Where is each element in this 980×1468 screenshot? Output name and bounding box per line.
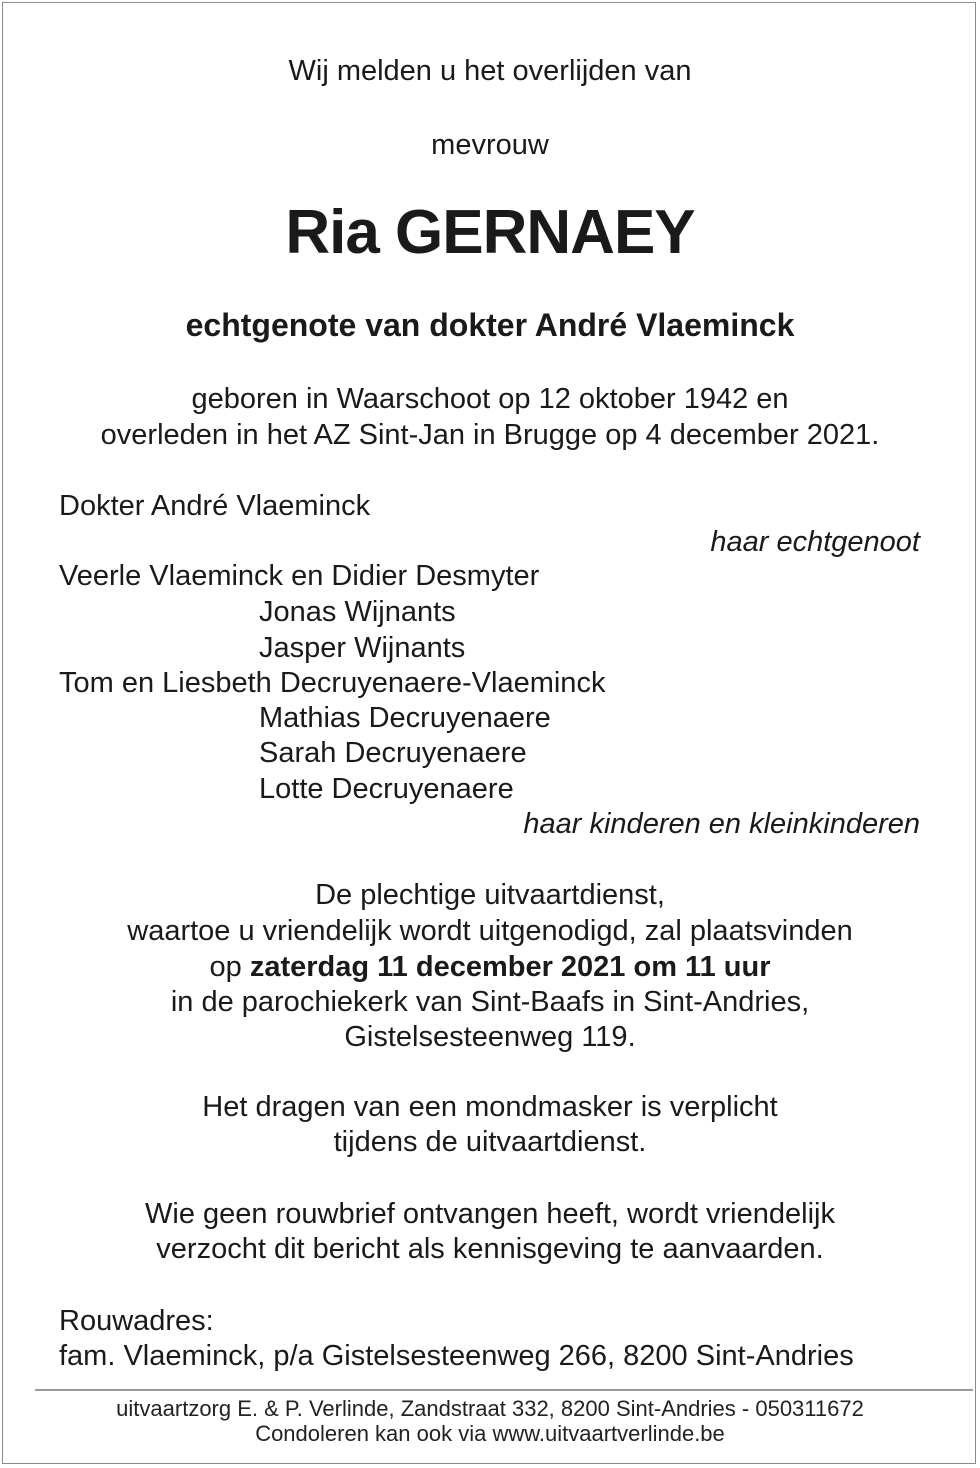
family-grandchild-4: Sarah Decruyenaere bbox=[259, 737, 527, 769]
intro-text: Wij melden u het overlijden van bbox=[288, 55, 692, 87]
footer-divider bbox=[35, 1389, 973, 1391]
acknowledgement-line-2: verzocht dit bericht als kennisgeving te aanvaarden. bbox=[156, 1233, 824, 1265]
mask-notice-line-2: tijdens de uitvaartdienst. bbox=[333, 1126, 647, 1158]
service-line-2: waartoe u vriendelijk wordt uitgenodigd, zal plaatsvinden bbox=[127, 915, 853, 947]
spouse-line: echtgenote van dokter André Vlaeminck bbox=[185, 307, 795, 343]
family-grandchild-2: Jasper Wijnants bbox=[259, 632, 466, 664]
title-prefix: mevrouw bbox=[431, 129, 549, 161]
address-value: fam. Vlaeminck, p/a Gistelsesteenweg 266, 8200 Sint-Andries bbox=[59, 1340, 854, 1372]
service-date-line bbox=[0, 949, 980, 985]
family-children-relation: haar kinderen en kleinkinderen bbox=[523, 808, 920, 840]
service-address: Gistelsesteenweg 119. bbox=[344, 1021, 636, 1053]
deceased-name: Ria GERNAEY bbox=[285, 198, 695, 267]
family-child-1: Veerle Vlaeminck en Didier Desmyter bbox=[59, 560, 540, 592]
family-grandchild-3: Mathias Decruyenaere bbox=[259, 702, 551, 734]
family-child-2: Tom en Liesbeth Decruyenaere-Vlaeminck bbox=[59, 667, 606, 699]
service-location: in de parochiekerk van Sint-Baafs in Sint-Andries, bbox=[170, 986, 810, 1018]
condolence-info: Condoleren kan ook via www.uitvaartverlinde.be bbox=[255, 1421, 725, 1446]
death-line: overleden in het AZ Sint-Jan in Brugge op 4 december 2021. bbox=[100, 419, 880, 451]
funeral-director-info: uitvaartzorg E. & P. Verlinde, Zandstraat 332, 8200 Sint-Andries - 050311672 bbox=[116, 1396, 864, 1421]
service-date-prefix: op bbox=[209, 951, 250, 983]
service-date: zaterdag 11 december 2021 om 11 uur bbox=[249, 951, 771, 983]
acknowledgement-line-1: Wie geen rouwbrief ontvangen heeft, wordt vriendelijk bbox=[145, 1198, 835, 1230]
service-line-1: De plechtige uitvaartdienst, bbox=[315, 879, 665, 911]
family-spouse-relation: haar echtgenoot bbox=[710, 526, 920, 558]
mask-notice-line-1: Het dragen van een mondmasker is verplicht bbox=[202, 1091, 778, 1123]
family-grandchild-5: Lotte Decruyenaere bbox=[259, 773, 514, 805]
birth-line: geboren in Waarschoot op 12 oktober 1942 en bbox=[191, 383, 789, 415]
family-grandchild-1: Jonas Wijnants bbox=[259, 596, 456, 628]
address-label: Rouwadres: bbox=[59, 1305, 214, 1337]
family-spouse-name: Dokter André Vlaeminck bbox=[59, 490, 371, 522]
